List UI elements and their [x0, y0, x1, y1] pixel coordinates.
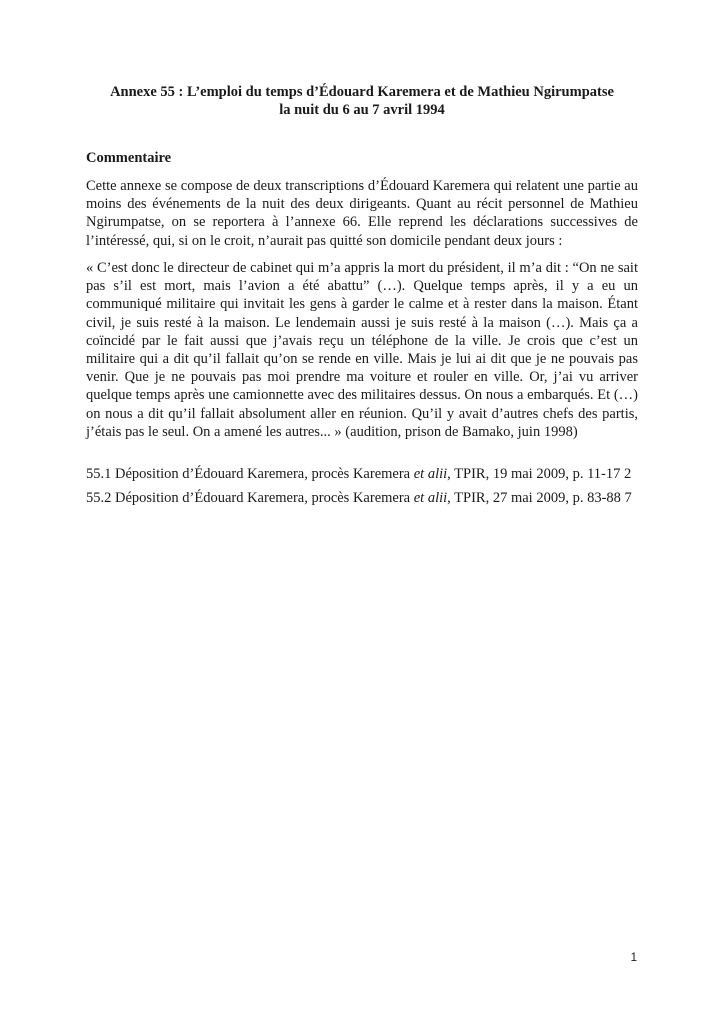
- document-title: [86, 83, 638, 119]
- reference-italic: et alii: [413, 490, 448, 506]
- reference-text: , TPIR, 19 mai 2009, p. 11-17 2: [447, 466, 632, 482]
- reference-text: 55.2 Déposition d’Édouard Karemera, procès Karemera: [86, 490, 414, 506]
- reference-text: , TPIR, 27 mai 2009, p. 83-88 7: [447, 490, 632, 506]
- title-line-1: Annexe 55 : L’emploi du temps d’Édouard Karemera et de Mathieu Ngirumpatse: [110, 84, 614, 100]
- reference-text: 55.1 Déposition d’Édouard Karemera, procès Karemera: [86, 466, 414, 482]
- section-heading: Commentaire: [86, 150, 172, 166]
- reference-item: [86, 465, 646, 483]
- reference-item: [86, 489, 646, 507]
- reference-italic: et alii: [413, 466, 448, 482]
- page-number: 1: [630, 952, 637, 964]
- quote-paragraph: « C’est donc le directeur de cabinet qui m’a appris la mort du président, il m’a dit : “On ne sait pas s’il est mort, mais l’avion a été abattu” (…). Quelque temps après, il y a eu un communiqué militaire qui invitait les gens à garder le calme et à rester dans la maison. Étant civil, je suis resté à la maison. Le lendemain aussi je suis resté à la maison (…). Mais ça a coïncidé par le fait aussi que j’avais reçu un téléphone de la ville. Je crois que c’est un militaire qui a dit qu’il fallait qu’on se rende en ville. Mais je lui ai dit que je ne pouvais pas venir. Que je ne pouvais pas moi prendre ma voiture et rouler en ville. Or, j’ai vu arriver quelque temps après une camionnette avec des militaires dessus. On nous a embarqués. Et (…) on nous a dit qu’il fallait absolument aller en réunion. Qu’il y avait d’autres chefs des partis, j’étais pas le seul. On a amené les autres... » (audition, prison de Bamako, juin 1998): [86, 260, 638, 440]
- title-line-2: la nuit du 6 au 7 avril 1994: [279, 102, 445, 118]
- intro-paragraph: Cette annexe se compose de deux transcriptions d’Édouard Karemera qui relatent une partie au moins des événements de la nuit des deux dirigeants. Quant au récit personnel de Mathieu Ngirumpatse, on se reportera à l’annexe 66. Elle reprend les déclarations successives de l’intéressé, qui, si on le croit, n’aurait pas quitté son domicile pendant deux jours :: [86, 178, 638, 249]
